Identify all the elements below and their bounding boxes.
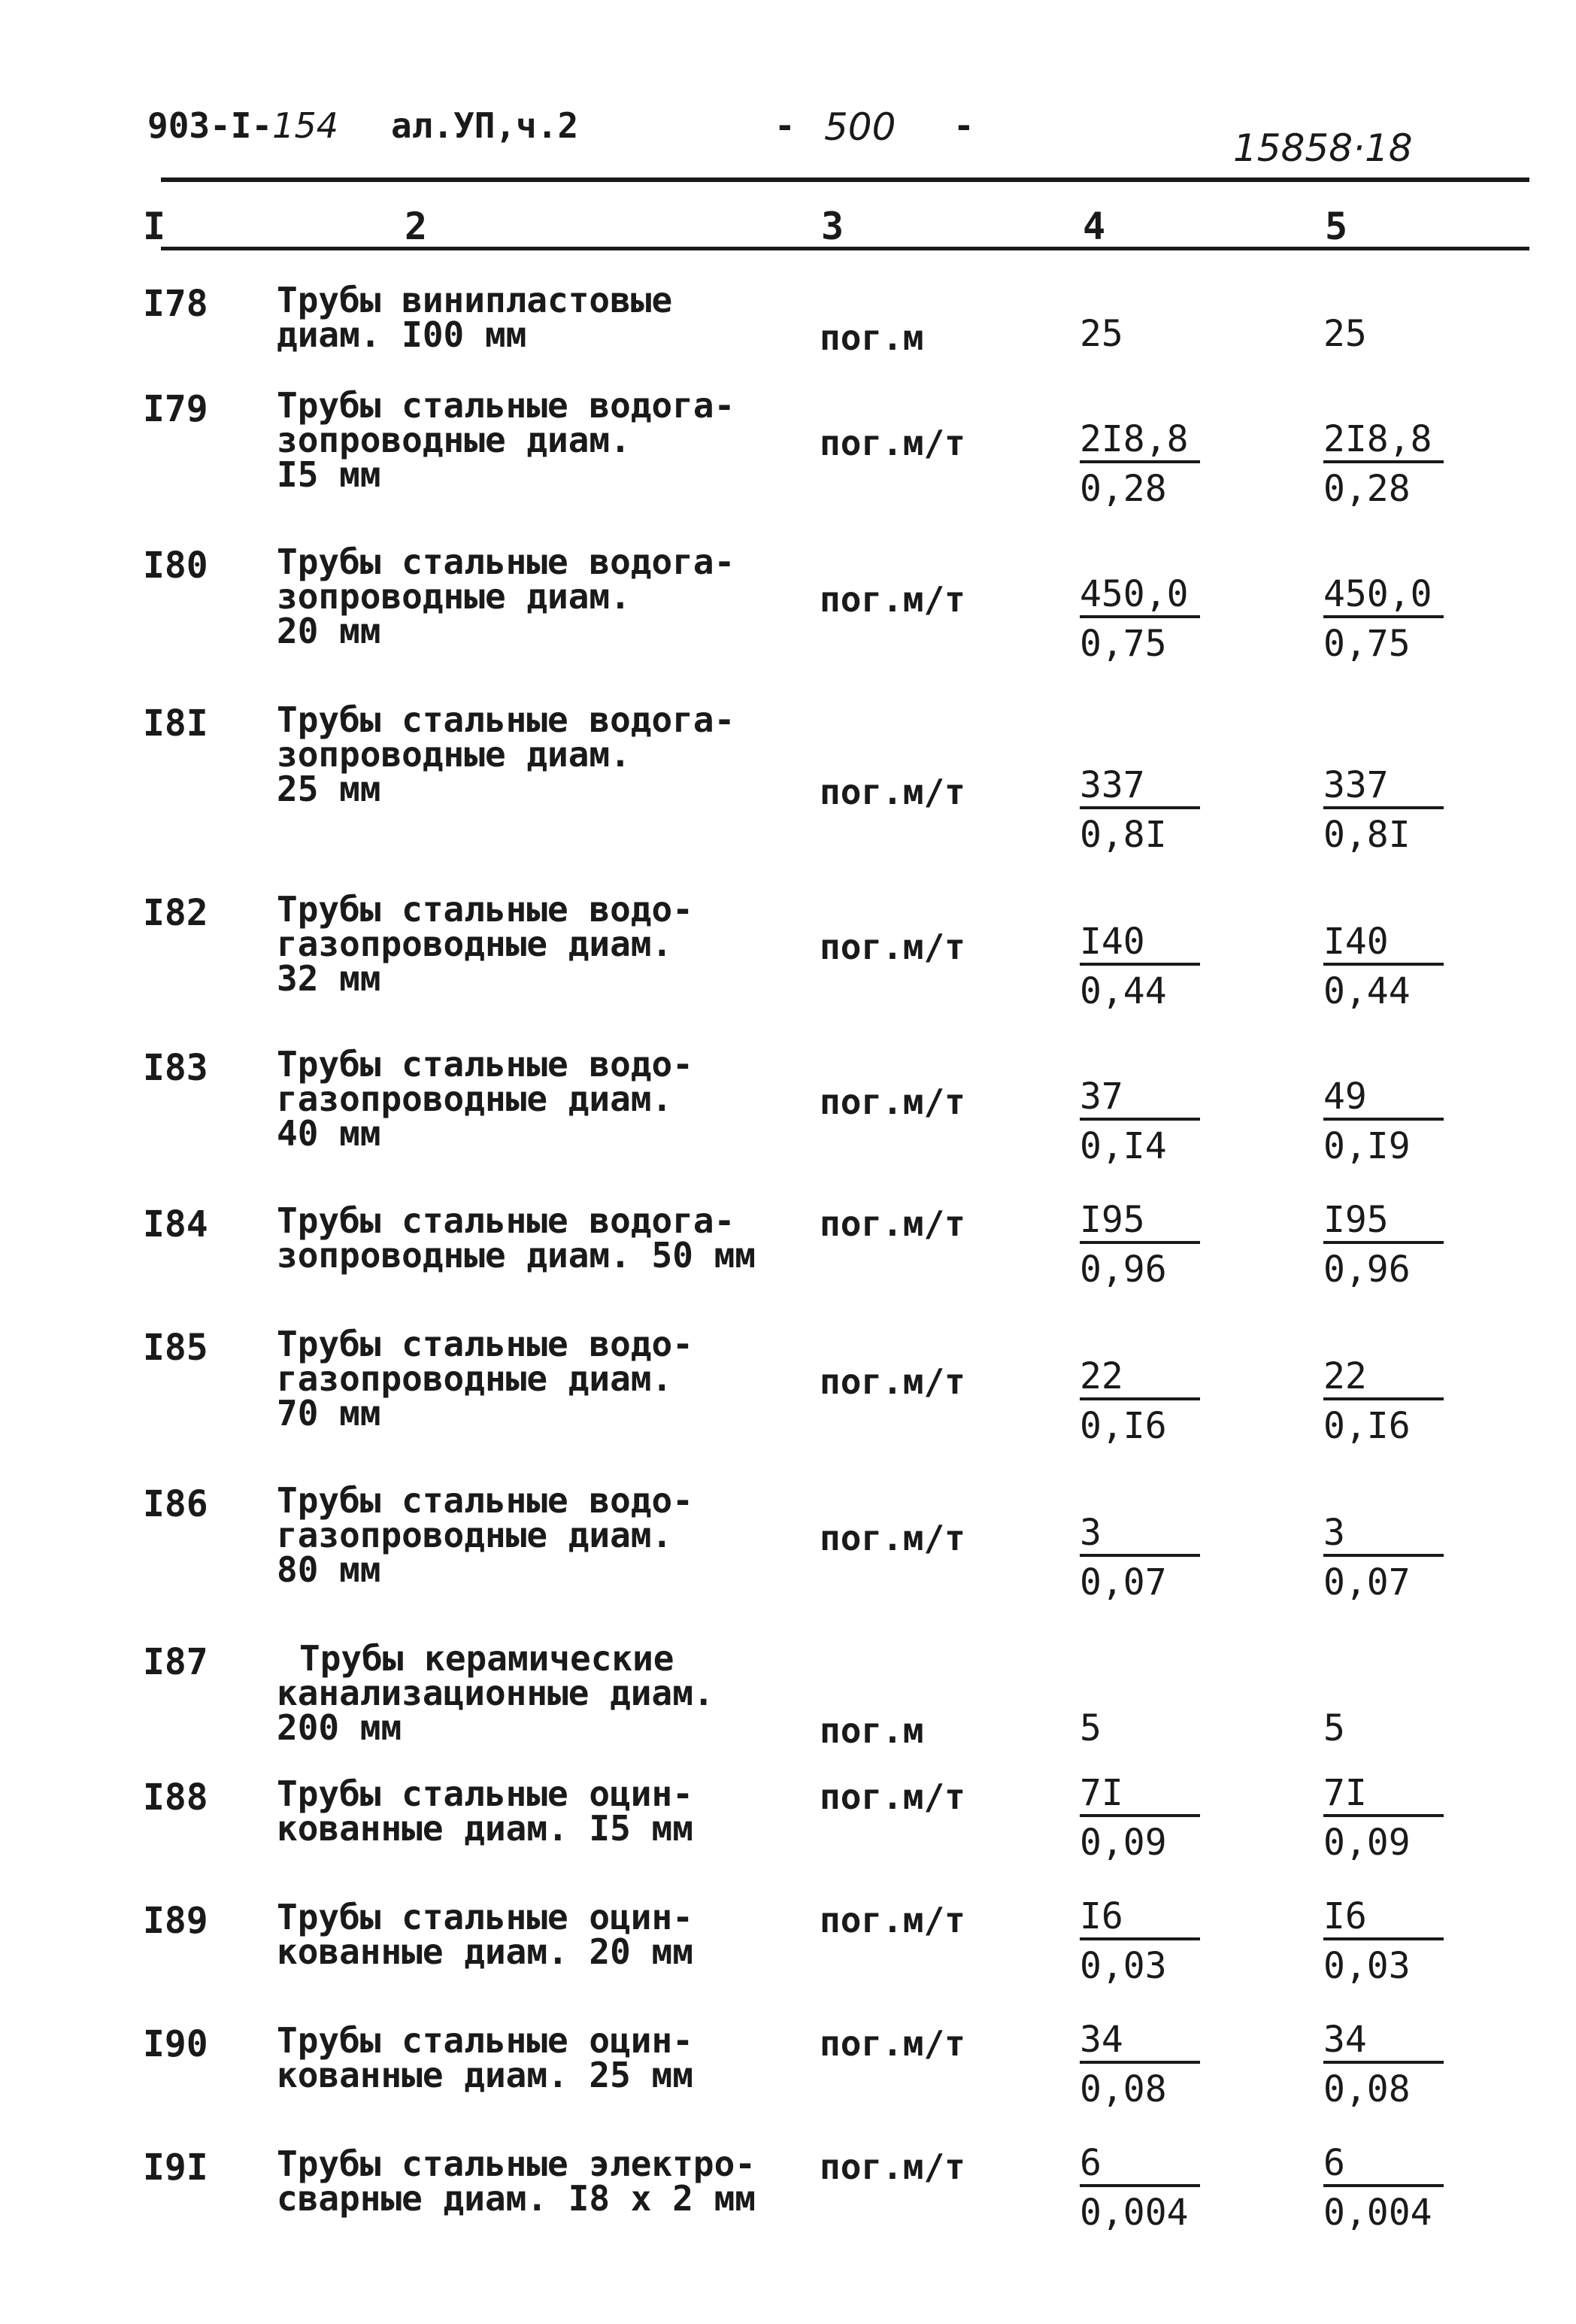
length-value: 2I8,8 (1323, 418, 1444, 463)
length-value: I6 (1080, 1895, 1200, 1940)
row-unit: пог.м/т (820, 1361, 965, 1402)
row-qty-col5: 5 (1323, 1707, 1345, 1749)
weight-value: 0,8I (1080, 814, 1167, 856)
length-value: I6 (1323, 1895, 1444, 1940)
weight-value: 0,75 (1323, 623, 1411, 665)
row-number: I85 (143, 1327, 208, 1369)
length-value: 3 (1080, 1512, 1200, 1557)
row-number: I79 (143, 388, 208, 430)
row-description: Трубы стальные водо- газопроводные диам. 32 мм (277, 889, 693, 999)
weight-value: 0,I9 (1323, 1125, 1411, 1167)
row-description: Трубы стальные водога- зопроводные диам. 25 мм (277, 699, 735, 809)
row-fraction-col5 (1323, 764, 1444, 857)
row-description: Трубы стальные водо- газопроводные диам. 80 мм (277, 1480, 693, 1590)
column-header-rule (161, 247, 1529, 250)
page-number: 500 (824, 105, 896, 149)
row-fraction-col4 (1080, 1772, 1200, 1865)
weight-value: 0,08 (1080, 2068, 1167, 2110)
row-unit: пог.м (820, 1710, 924, 1751)
row-fraction-col4 (1080, 1895, 1200, 1989)
weight-value: 0,03 (1080, 1945, 1167, 1987)
row-fraction-col4 (1080, 1355, 1200, 1449)
row-fraction-col5 (1323, 573, 1444, 666)
length-value: 37 (1080, 1076, 1200, 1121)
row-unit: пог.м/т (820, 1203, 965, 1244)
row-fraction-col5 (1323, 2142, 1444, 2235)
weight-value: 0,28 (1080, 468, 1167, 510)
length-value: 34 (1323, 2019, 1444, 2064)
length-value: 7I (1080, 1772, 1200, 1817)
row-fraction-col4 (1080, 2142, 1200, 2235)
row-unit: пог.м/т (820, 927, 965, 967)
row-qty-col4: 5 (1080, 1707, 1102, 1749)
row-description: Трубы стальные водо- газопроводные диам. 40 мм (277, 1044, 693, 1154)
row-unit: пог.м/т (820, 2023, 965, 2064)
row-description: Трубы стальные водога- зопроводные диам. 20 мм (277, 542, 735, 651)
length-value: 337 (1080, 764, 1200, 809)
col-header-1: I (143, 205, 166, 248)
weight-value: 0,08 (1323, 2068, 1411, 2110)
row-number: I88 (143, 1776, 208, 1819)
length-value: 2I8,8 (1080, 418, 1200, 463)
weight-value: 0,96 (1323, 1248, 1411, 1291)
length-value: I40 (1080, 921, 1200, 966)
weight-value: 0,03 (1323, 1945, 1411, 1987)
sheet-number: 15858·18 (1233, 126, 1413, 170)
row-number: I9I (143, 2147, 208, 2189)
row-unit: пог.м/т (820, 2147, 965, 2187)
row-qty-col4: 25 (1080, 313, 1123, 355)
length-value: 22 (1080, 1355, 1200, 1400)
row-description: Трубы стальные оцин- кованные диам. 25 мм (277, 2020, 693, 2095)
length-value: 6 (1080, 2142, 1200, 2187)
weight-value: 0,I6 (1323, 1405, 1411, 1447)
row-unit: пог.м/т (820, 423, 965, 463)
length-value: I40 (1323, 921, 1444, 966)
weight-value: 0,09 (1080, 1822, 1167, 1864)
row-fraction-col4 (1080, 2019, 1200, 2112)
row-fraction-col5 (1323, 2019, 1444, 2112)
weight-value: 0,004 (1323, 2192, 1432, 2234)
row-unit: пог.м/т (820, 579, 965, 620)
row-fraction-col4 (1080, 764, 1200, 857)
row-number: I82 (143, 892, 208, 934)
row-unit: пог.м/т (820, 1900, 965, 1940)
row-fraction-col4 (1080, 921, 1200, 1014)
weight-value: 0,I6 (1080, 1405, 1167, 1447)
length-value: 22 (1323, 1355, 1444, 1400)
album-part: ал.УП,ч.2 (391, 105, 579, 146)
row-number: I84 (143, 1203, 208, 1245)
weight-value: 0,44 (1080, 970, 1167, 1012)
length-value: 450,0 (1323, 573, 1444, 618)
length-value: I95 (1323, 1199, 1444, 1244)
doc-code (147, 105, 338, 146)
row-fraction-col5 (1323, 1895, 1444, 1989)
length-value: I95 (1080, 1199, 1200, 1244)
weight-value: 0,96 (1080, 1248, 1167, 1291)
row-unit: пог.м/т (820, 772, 965, 812)
row-description: Трубы стальные оцин- кованные диам. 20 мм (277, 1897, 693, 1972)
row-unit: пог.м/т (820, 1776, 965, 1817)
length-value: 337 (1323, 764, 1444, 809)
row-fraction-col5 (1323, 1772, 1444, 1865)
row-fraction-col4 (1080, 418, 1200, 511)
weight-value: 0,28 (1323, 468, 1411, 510)
weight-value: 0,I4 (1080, 1125, 1167, 1167)
row-fraction-col5 (1323, 1076, 1444, 1169)
weight-value: 0,75 (1080, 623, 1167, 665)
row-number: I80 (143, 545, 208, 587)
col-header-3: 3 (821, 205, 844, 248)
row-fraction-col5 (1323, 921, 1444, 1014)
page-dash-right: - (953, 105, 974, 146)
doc-code-prefix: 903-I- (147, 105, 273, 146)
row-description: Трубы керамические канализационные диам. 200 мм (277, 1638, 714, 1748)
weight-value: 0,09 (1323, 1822, 1411, 1864)
row-fraction-col4 (1080, 1512, 1200, 1605)
row-fraction-col5 (1323, 418, 1444, 511)
row-description: Трубы стальные оцин- кованные диам. I5 мм (277, 1773, 693, 1849)
row-qty-col5: 25 (1323, 313, 1367, 355)
weight-value: 0,44 (1323, 970, 1411, 1012)
row-fraction-col5 (1323, 1355, 1444, 1449)
row-number: I90 (143, 2023, 208, 2065)
row-unit: пог.м/т (820, 1082, 965, 1122)
row-description: Трубы стальные водо- газопроводные диам. 70 мм (277, 1324, 693, 1434)
row-fraction-col5 (1323, 1199, 1444, 1292)
row-fraction-col5 (1323, 1512, 1444, 1605)
col-header-5: 5 (1325, 205, 1348, 248)
weight-value: 0,07 (1323, 1561, 1411, 1603)
row-description: Трубы стальные водога- зопроводные диам. 50 мм (277, 1200, 756, 1276)
row-number: I86 (143, 1483, 208, 1525)
row-description: Трубы винипластовые диам. I00 мм (277, 280, 673, 355)
row-unit: пог.м/т (820, 1518, 965, 1558)
weight-value: 0,8I (1323, 814, 1411, 856)
length-value: 34 (1080, 2019, 1200, 2064)
row-number: I87 (143, 1641, 208, 1683)
page-dash-left: - (774, 105, 796, 146)
row-fraction-col4 (1080, 1199, 1200, 1292)
row-fraction-col4 (1080, 1076, 1200, 1169)
row-description: Трубы стальные водога- зопроводные диам. I5 мм (277, 385, 735, 495)
row-fraction-col4 (1080, 573, 1200, 666)
row-number: I8I (143, 702, 208, 745)
row-unit: пог.м (820, 317, 924, 358)
row-number: I78 (143, 283, 208, 325)
col-header-2: 2 (405, 205, 428, 248)
length-value: 3 (1323, 1512, 1444, 1557)
header-rule (161, 177, 1529, 182)
col-header-4: 4 (1083, 205, 1106, 248)
weight-value: 0,004 (1080, 2192, 1189, 2234)
length-value: 450,0 (1080, 573, 1200, 618)
doc-code-handwritten: 154 (272, 105, 338, 146)
length-value: 49 (1323, 1076, 1444, 1121)
row-number: I83 (143, 1047, 208, 1089)
weight-value: 0,07 (1080, 1561, 1167, 1603)
length-value: 6 (1323, 2142, 1444, 2187)
length-value: 7I (1323, 1772, 1444, 1817)
row-description: Трубы стальные электро- сварные диам. I8 х 2 мм (277, 2143, 756, 2219)
row-number: I89 (143, 1900, 208, 1942)
